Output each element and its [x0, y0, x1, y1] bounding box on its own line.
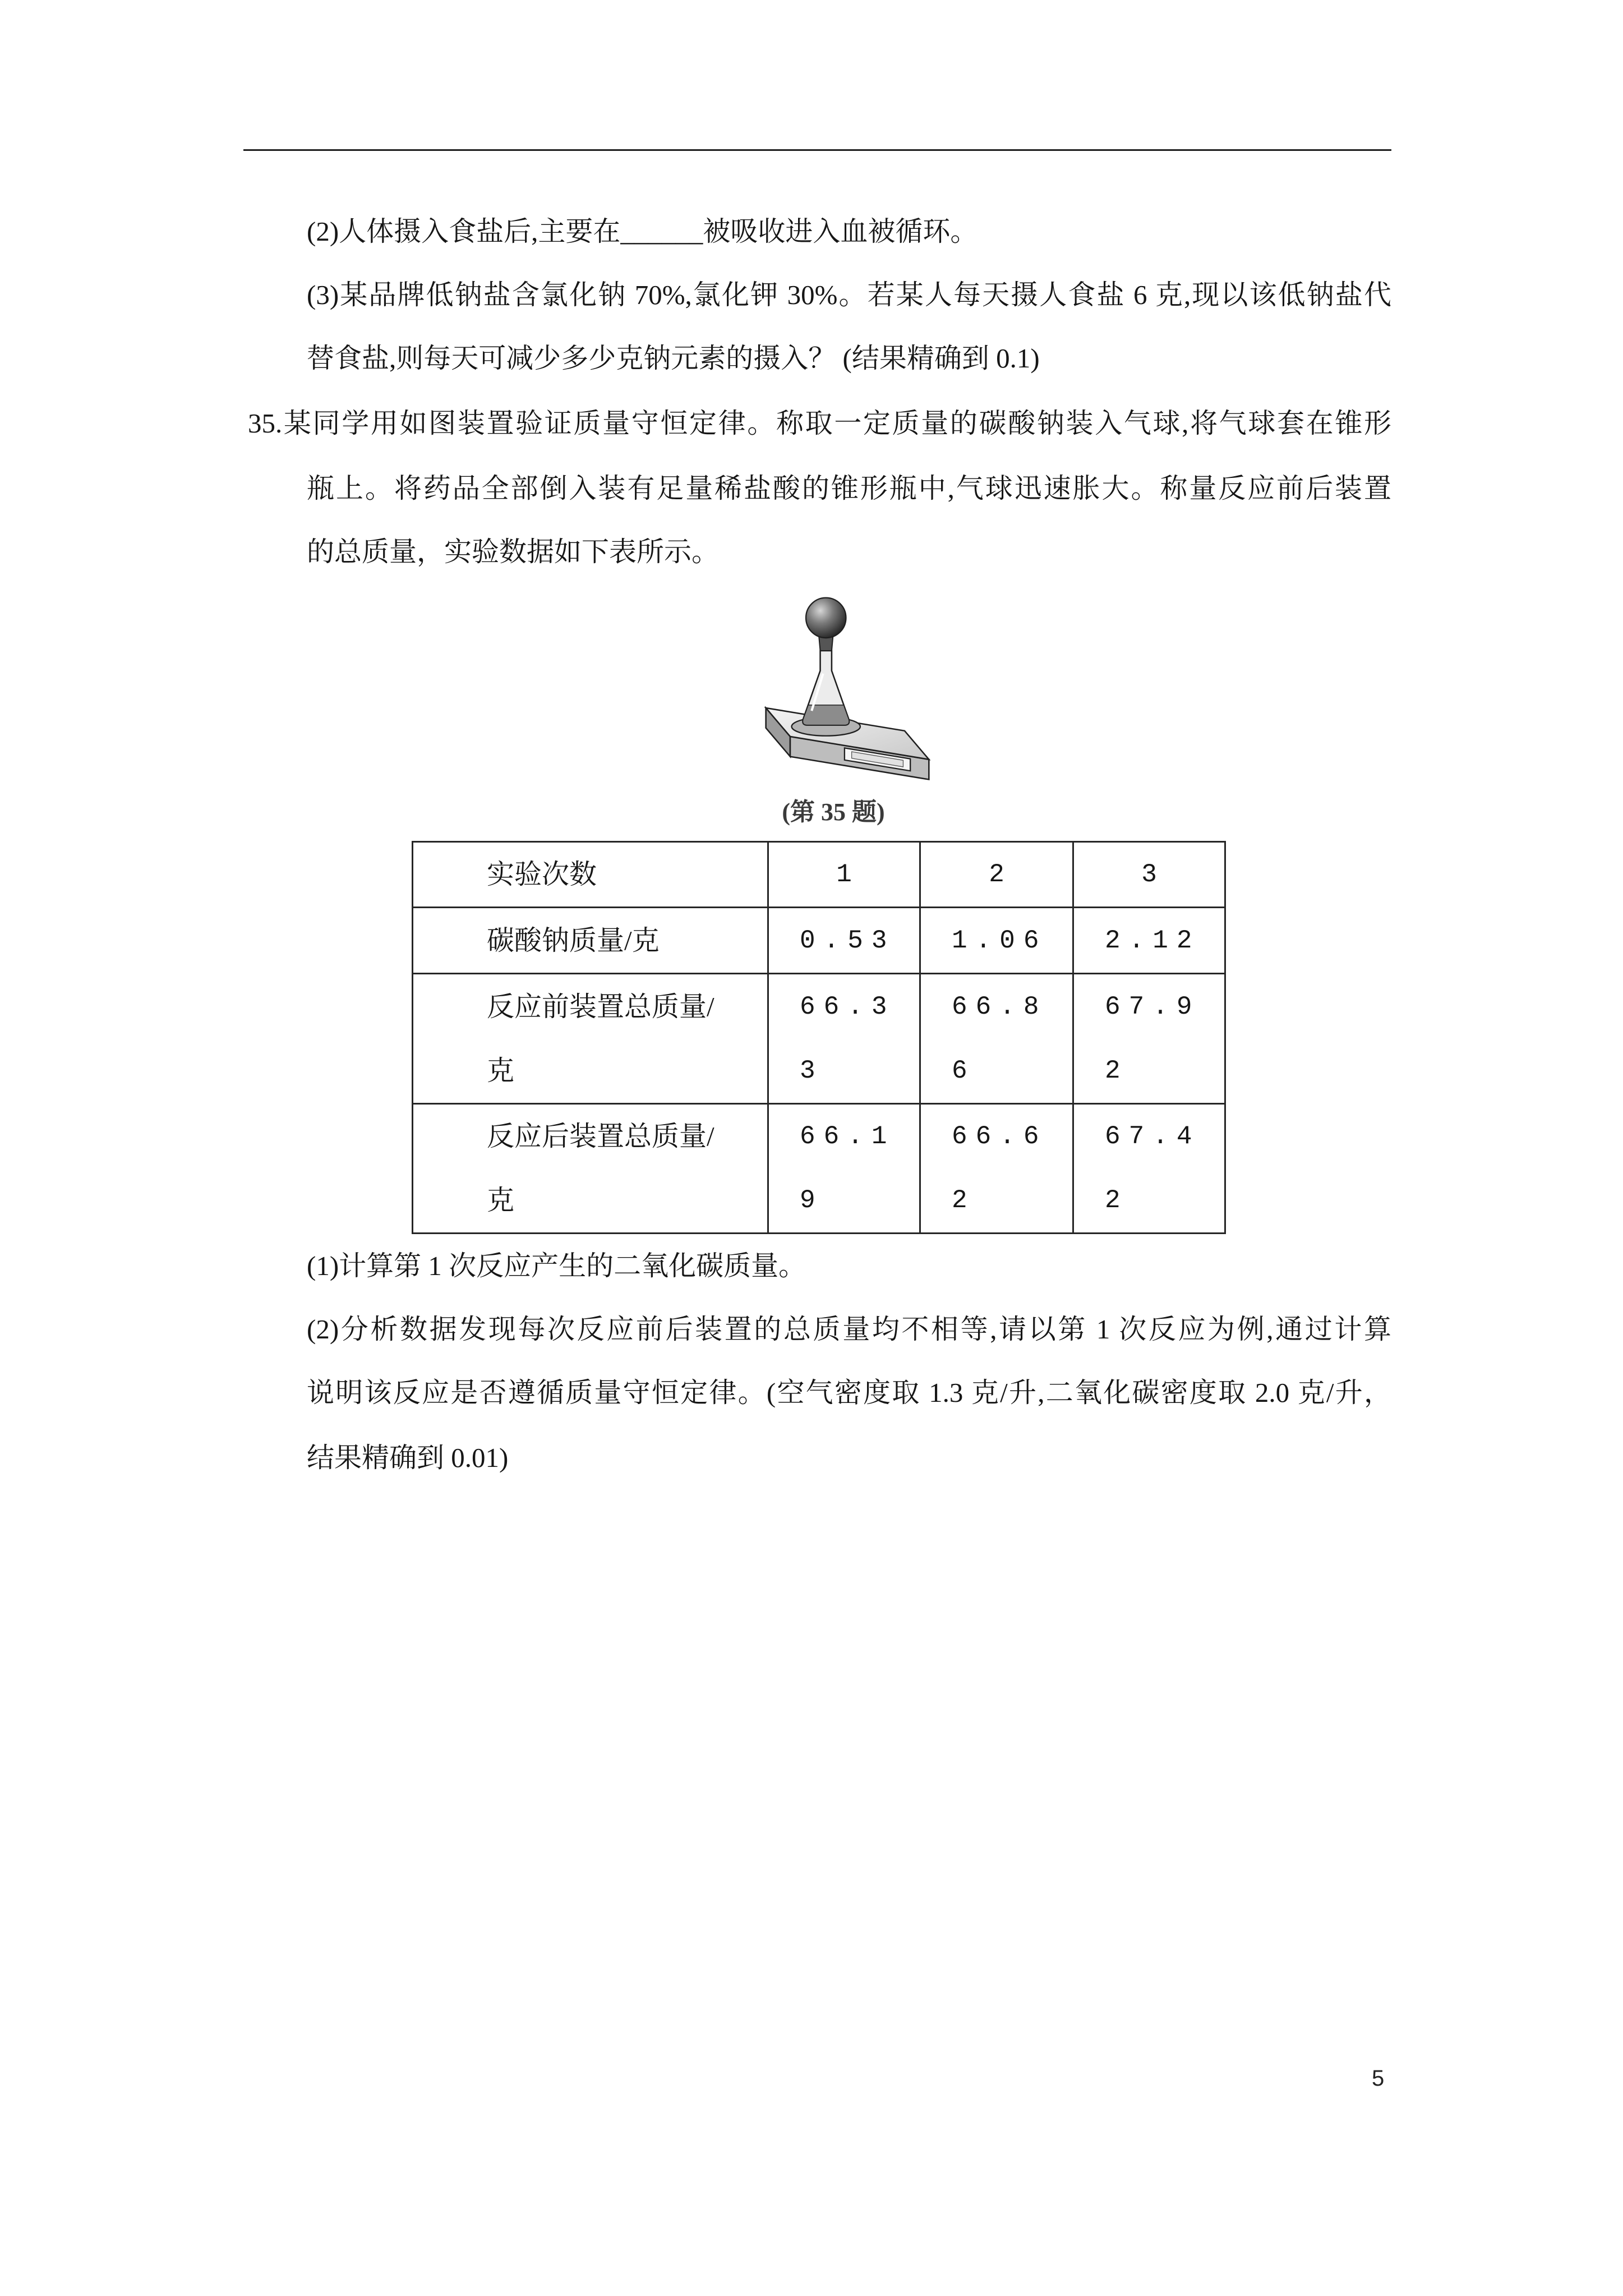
flask-liquid — [803, 705, 849, 725]
table-cell: 66.86 — [920, 974, 1073, 1104]
question-34-part-2: (2)人体摄入食盐后,主要在______被吸收进入血被循环。 — [307, 216, 978, 247]
question-35-stem-line: 的总质量，实验数据如下表所示。 — [307, 536, 720, 567]
table-cell: 0.53 — [768, 908, 920, 974]
table-row — [413, 908, 1225, 974]
question-35-stem-line: 35.某同学用如图装置验证质量守恒定律。称取一定质量的碳酸钠装入气球,将气球套在锥形 — [248, 408, 1391, 439]
table-cell: 3 — [1073, 842, 1225, 908]
question-35-part-2-line: (2)分析数据发现每次反应前后装置的总质量均不相等,请以第 1 次反应为例,通过计算 — [307, 1314, 1391, 1345]
table-cell: 1.06 — [920, 908, 1073, 974]
table-cell: 66.19 — [768, 1104, 920, 1234]
erlenmeyer-flask — [803, 651, 849, 725]
balance-flask-figure — [762, 593, 933, 794]
question-35-part-1: (1)计算第 1 次反应产生的二氧化碳质量。 — [307, 1250, 806, 1281]
table-row-label: 实验次数 — [413, 842, 768, 908]
table-cell: 66.62 — [920, 1104, 1073, 1234]
table-row-label: 碳酸钠质量/克 — [413, 908, 768, 974]
table-row-label: 反应前装置总质量/克 — [413, 974, 768, 1104]
page-number: 5 — [1372, 2066, 1385, 2091]
header-rule — [243, 149, 1391, 151]
question-35-part-2-line: 结果精确到 0.01) — [307, 1442, 509, 1473]
figure-caption: (第 35 题) — [782, 798, 885, 826]
table-row-label: 反应后装置总质量/克 — [413, 1104, 768, 1234]
question-35-stem-line: 瓶上。将药品全部倒入装有足量稀盐酸的锥形瓶中,气球迅速胀大。称量反应前后装置 — [307, 473, 1391, 504]
experiment-data-table — [412, 841, 1226, 1234]
table-row — [413, 842, 1225, 908]
question-35-part-2-line: 说明该反应是否遵循质量守恒定律。(空气密度取 1.3 克/升,二氧化碳密度取 2.0 克/升， — [307, 1377, 1391, 1408]
table-row — [413, 974, 1225, 1104]
balloon — [806, 598, 846, 651]
question-34-part-3-line: 替食盐,则每天可减少多少克钠元素的摄入？ (结果精确到 0.1) — [307, 343, 1040, 374]
table-cell: 66.33 — [768, 974, 920, 1104]
question-34-part-3-line: (3)某品牌低钠盐含氯化钠 70%,氯化钾 30%。若某人每天摄人食盐 6 克,现以该低钠盐代 — [307, 279, 1391, 310]
table-cell: 1 — [768, 842, 920, 908]
table-cell: 67.42 — [1073, 1104, 1225, 1234]
table-row — [413, 1104, 1225, 1234]
table-cell: 67.92 — [1073, 974, 1225, 1104]
table-cell: 2.12 — [1073, 908, 1225, 974]
balloon-sphere — [806, 598, 846, 638]
table-cell: 2 — [920, 842, 1073, 908]
